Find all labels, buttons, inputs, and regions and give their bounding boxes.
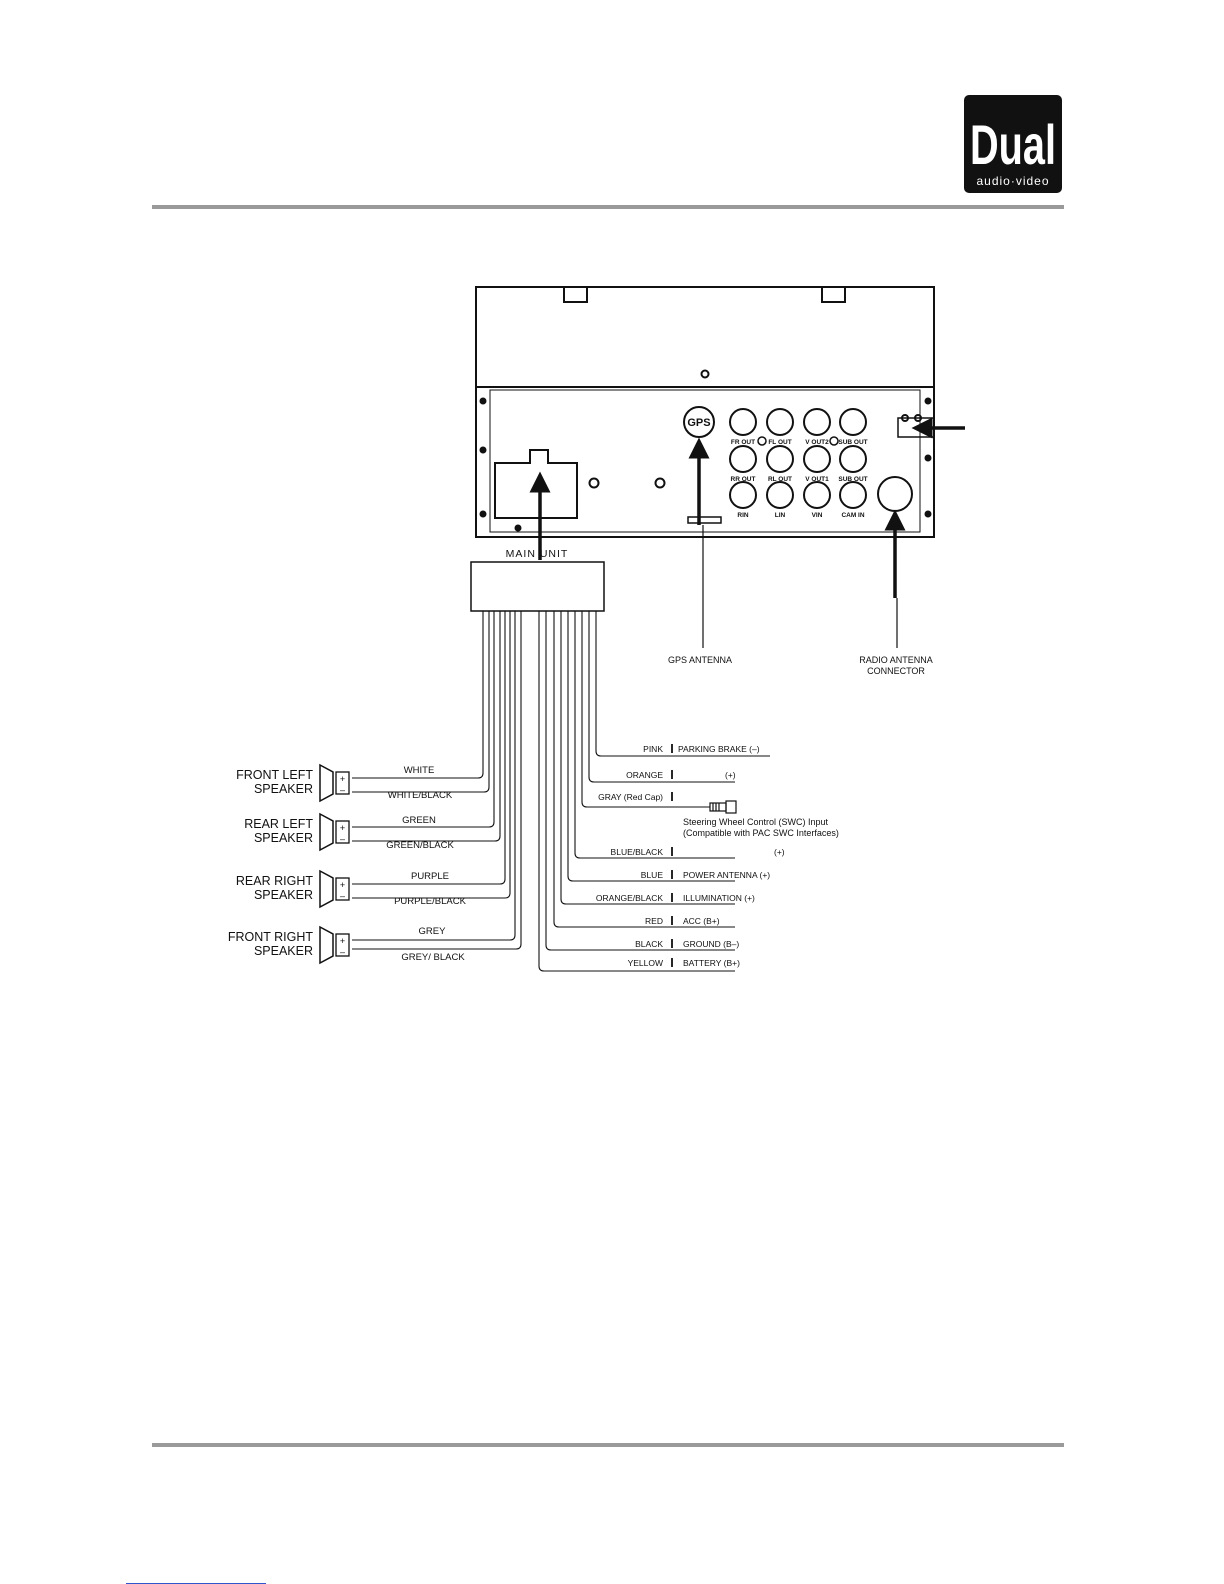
rca-jack: [804, 446, 830, 472]
rca-jack-label: LIN: [774, 512, 786, 519]
radio-antenna-label-1: RADIO ANTENNA: [859, 655, 933, 665]
speaker-icon: [320, 765, 333, 801]
terminal-plus: +: [339, 774, 346, 784]
speaker-name-line-2: SPEAKER: [253, 944, 313, 958]
speaker-name-line-1: REAR LEFT: [244, 817, 313, 831]
rca-jack-label: RIN: [737, 512, 749, 519]
wire-label-positive: GREY: [418, 926, 446, 937]
wire-function-label: POWER ANTENNA (+): [683, 870, 771, 880]
unit-tab-left: [564, 287, 587, 302]
wire-label-positive: PURPLE: [410, 871, 450, 882]
unit-rivet-tr: [926, 399, 931, 404]
unit-rivet-mr: [926, 456, 931, 461]
wire-function-label: BATTERY (B+): [683, 958, 740, 968]
speaker: [236, 765, 349, 801]
wire-color-label: RED: [645, 916, 663, 926]
rca-jack: [767, 482, 793, 508]
wire-function-label: (+): [725, 770, 736, 780]
terminal-minus: –: [339, 785, 346, 795]
wire-color-label: ORANGE: [626, 770, 663, 780]
wire-label-positive: GREEN: [402, 815, 436, 826]
rca-jack: [840, 446, 866, 472]
rca-jack-label: FL OUT: [768, 439, 792, 446]
wire-label-negative: GREEN/BLACK: [386, 840, 454, 851]
rca-jack: [730, 446, 756, 472]
unit-rivet-bl: [481, 512, 486, 517]
unit-tab-right: [822, 287, 845, 302]
speaker: [236, 871, 349, 907]
wire-purple-black: [352, 611, 510, 898]
gps-slot: [688, 517, 721, 523]
unit-screw-top: [702, 371, 709, 378]
rca-jack-label: V OUT1: [805, 476, 829, 483]
wire-color-label: ORANGE/BLACK: [595, 893, 663, 903]
wire-label-negative: GREY/ BLACK: [401, 952, 465, 963]
main-unit-label: MAIN UNIT: [505, 548, 569, 560]
speaker-name-line-1: REAR RIGHT: [235, 874, 313, 888]
harness-connector: [471, 562, 604, 611]
wire-color-label: BLUE/BLACK: [610, 847, 663, 857]
wire-white: [352, 611, 483, 778]
wire-function-label: GROUND (B–): [683, 939, 740, 949]
gps-port-label: GPS: [687, 417, 711, 429]
wire-label-negative: PURPLE/BLACK: [394, 896, 466, 907]
rca-jack-label: SUB OUT: [838, 476, 868, 483]
speaker-name-line-1: FRONT LEFT: [236, 768, 313, 782]
rca-jack-label: CAM IN: [841, 512, 865, 519]
swc-note-line-1: Steering Wheel Control (SWC) Input: [683, 817, 829, 827]
rca-jack-label: RR OUT: [730, 476, 756, 483]
unit-rivet-tl: [481, 399, 486, 404]
terminal-minus: –: [339, 834, 346, 844]
speaker-name-line-2: SPEAKER: [253, 888, 313, 902]
logo-brand: Dual: [970, 113, 1056, 176]
speaker: [228, 927, 349, 963]
wire-function-label: (+): [774, 847, 785, 857]
rca-jack-grid: [730, 409, 866, 508]
radio-antenna-port: [878, 477, 912, 511]
terminal-minus: –: [339, 891, 346, 901]
swc-note-line-2: (Compatible with PAC SWC Interfaces): [683, 828, 839, 838]
wire-function-label: ILLUMINATION (+): [683, 893, 755, 903]
rca-jack-label: FR OUT: [730, 439, 756, 446]
speaker-icon: [320, 927, 333, 963]
speaker-icon: [320, 814, 333, 850]
iso-socket: [495, 450, 577, 518]
wire-color-label: BLUE: [640, 870, 663, 880]
rca-jack-label: VIN: [811, 512, 823, 519]
speaker-name-line-1: FRONT RIGHT: [227, 930, 313, 944]
rear-panel: [490, 390, 920, 532]
unit-rivet-br: [926, 512, 931, 517]
unit-rivet: [516, 526, 521, 531]
speaker-name-line-2: SPEAKER: [253, 782, 313, 796]
rca-jack: [804, 409, 830, 435]
terminal-plus: +: [339, 936, 346, 946]
rca-jack: [840, 482, 866, 508]
rca-jack: [730, 482, 756, 508]
wire-function-label: ACC (B+): [683, 916, 720, 926]
terminal-minus: –: [339, 947, 346, 957]
rca-jack: [767, 446, 793, 472]
wire-color-label: YELLOW: [627, 958, 663, 968]
wire-green-black: [352, 611, 500, 841]
swc-plug: [710, 801, 736, 813]
terminal-plus: +: [339, 880, 346, 890]
speaker-group: [228, 765, 467, 963]
wire-pink: [596, 611, 770, 756]
unit-hole-1: [590, 479, 599, 488]
wire-color-label: PINK: [643, 744, 663, 754]
wire-function-label: PARKING BRAKE (–): [678, 744, 760, 754]
speaker-icon: [320, 871, 333, 907]
rca-jack: [804, 482, 830, 508]
speaker: [244, 814, 349, 850]
rca-jack: [730, 409, 756, 435]
wire-color-label: GRAY (Red Cap): [598, 792, 663, 802]
speaker-name-line-2: SPEAKER: [253, 831, 313, 845]
rca-jack: [840, 409, 866, 435]
terminal-plus: +: [339, 823, 346, 833]
gps-antenna-label: GPS ANTENNA: [667, 655, 733, 665]
rca-jack: [767, 409, 793, 435]
rca-jack-label: RL OUT: [767, 476, 793, 483]
logo-tagline: audio·video: [976, 174, 1050, 188]
rca-jack-label: SUB OUT: [838, 439, 868, 446]
radio-antenna-label-2: CONNECTOR: [867, 666, 925, 676]
wire-color-label: BLACK: [635, 939, 663, 949]
wire-label-group: [596, 744, 785, 968]
rca-jack-label: V OUT2: [805, 439, 829, 446]
unit-hole-2: [656, 479, 665, 488]
unit-rivet-ml: [481, 448, 486, 453]
jack-gap-2: [830, 437, 838, 445]
jack-gap-1: [758, 437, 766, 445]
wire-label-negative: WHITE/BLACK: [387, 790, 453, 801]
wire-label-positive: WHITE: [403, 765, 435, 776]
